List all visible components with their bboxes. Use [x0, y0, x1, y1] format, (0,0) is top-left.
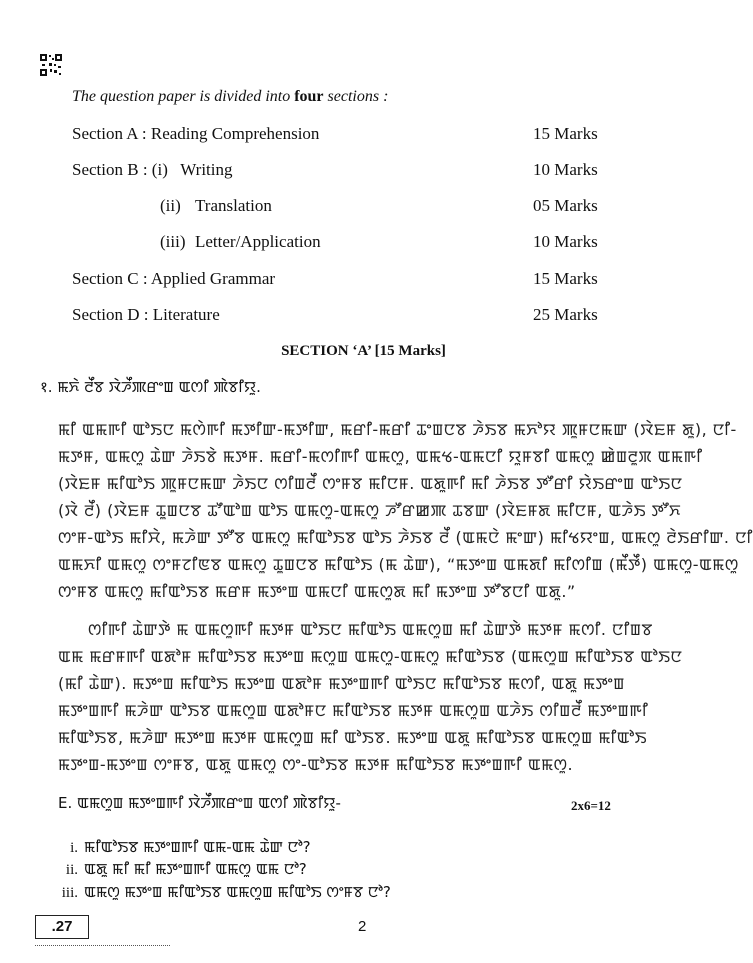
passage-paragraph-2 — [58, 616, 683, 778]
intro-text: The question paper is divided into four sections : — [72, 88, 389, 105]
section-row — [0, 196, 727, 220]
sub-question — [58, 858, 307, 879]
section-marks: 15 Marks — [533, 124, 598, 143]
passage-line: ꯑꯃꯈꯤ ꯑꯃꯁꯨ ꯁꯦꯝꯖꯤꯟꯕ ꯑꯃꯁꯨ ꯊꯨꯡꯅꯕ ꯃꯤꯑꯣꯏ (ꯃ ꯊꯥꯛ), “ꯃꯇꯦꯡ ꯑꯃꯗꯤ ꯃꯤꯁꯤꯡ (ꯃꯩꯇꯩ) ꯑꯃꯁꯨ-ꯑꯃꯁꯨ — [58, 555, 739, 574]
passage-line: ꯃꯇꯦꯡꯒꯤ ꯃꯍꯥꯛ ꯑꯣꯏꯕ ꯑꯃꯁꯨꯡ ꯑꯗꯣꯝꯅ ꯃꯤꯑꯣꯏꯕ ꯃꯇꯝ ꯑꯃꯁꯨꯡ ꯑꯍꯥꯏ ꯁꯤꯡꯂꯩ ꯃꯇꯦꯡꯒꯤ — [58, 701, 649, 720]
sub-question-number: iii. — [61, 885, 78, 901]
passage-line: ꯃꯤ ꯑꯃꯒꯤ ꯑꯣꯏꯅ ꯃꯁꯥꯒꯤ ꯃꯇꯤꯛ-ꯃꯇꯤꯛ, ꯃꯔꯤ-ꯃꯔꯤ ꯊꯦꯡꯅꯕ ꯍꯥꯏꯕ ꯃꯈꯣꯌ ꯄꯨꯝꯅꯃꯛ (ꯋꯥꯐꯝ ꯗꯨ), ꯅꯤ- — [58, 420, 737, 439]
page-number: 2 — [358, 918, 367, 935]
subsection-number: (iii) — [160, 232, 186, 251]
section-label: Section D : Literature — [72, 305, 220, 324]
section-label: Section C : Applied Grammar — [72, 269, 276, 288]
marks-allocation: 2x6=12 — [571, 798, 611, 813]
sub-question — [58, 881, 391, 902]
passage-line: ꯃꯇꯝ, ꯑꯃꯁꯨ ꯊꯥꯛ ꯍꯥꯏꯕꯥ ꯃꯇꯝ. ꯃꯔꯤ-ꯃꯁꯤꯒꯤ ꯑꯃꯁꯨ, ꯑꯃꯠ-ꯑꯃꯅꯤ ꯌꯨꯝꯕꯤ ꯑꯃꯁꯨ ꯀꯥꯡꯂꯨꯞ ꯑꯃꯒꯤ — [58, 447, 703, 466]
sub-question-number: ii. — [65, 862, 78, 878]
section-marks: 10 Marks — [533, 160, 598, 179]
passage-line: ꯁꯦꯝꯕ ꯑꯃꯁꯨ ꯃꯤꯑꯣꯏꯕ ꯃꯔꯝ ꯃꯇꯦꯡ ꯑꯃꯅꯤ ꯑꯃꯁꯨꯗ ꯃꯤ ꯃꯇꯦꯡ ꯇꯧꯕꯅꯤ ꯑꯗꯨ.” — [58, 582, 576, 601]
passage-line: ꯑꯃ ꯃꯔꯝꯒꯤ ꯑꯗꯣꯝ ꯃꯤꯑꯣꯏꯕ ꯃꯇꯦꯡ ꯃꯁꯨꯡ ꯑꯃꯁꯨ-ꯑꯃꯁꯨ ꯃꯤꯑꯣꯏꯕ (ꯑꯃꯁꯨꯡ ꯃꯤꯑꯣꯏꯕ ꯑꯣꯏꯅ — [58, 647, 683, 666]
sub-question-text: ꯑꯗꯨ ꯃꯤ ꯃꯤ ꯃꯇꯦꯡꯒꯤ ꯑꯃꯁꯨ ꯑꯃ ꯅꯣ? — [84, 860, 307, 878]
passage-line: ꯁꯦꯝ-ꯑꯣꯏ ꯃꯤꯆꯥ, ꯃꯍꯥꯛ ꯇꯧꯕ ꯑꯃꯁꯨ ꯃꯤꯑꯣꯏꯕ ꯑꯣꯏ ꯍꯥꯏꯕ ꯂꯩ (ꯑꯃꯅꯥ ꯃꯦꯛ) ꯃꯤꯠꯌꯦꯡ, ꯑꯃꯁꯨ ꯂꯥꯏꯔꯤꯛ. ꯅꯤ — [58, 528, 753, 547]
section-label: Section A : Reading Comprehension — [72, 124, 320, 143]
subsection-label: Letter/Application — [195, 232, 321, 251]
passage-line: (ꯋꯥ ꯂꯩ) (ꯋꯥꯐꯝ ꯊꯨꯡꯅꯕ ꯊꯧꯑꯣꯡ ꯑꯣꯏ ꯑꯃꯁꯨ-ꯑꯃꯁꯨ ꯍꯧꯔꯀꯄ ꯊꯕꯛ (ꯋꯥꯐꯝꯗ ꯃꯤꯅꯝ, ꯑꯍꯥꯏ ꯇꯧꯈ — [58, 501, 681, 520]
section-marks: 05 Marks — [533, 196, 598, 215]
passage-line: (ꯃꯤ ꯊꯥꯛ). ꯃꯇꯦꯡ ꯃꯤꯑꯣꯏ ꯃꯇꯦꯡ ꯑꯗꯣꯝ ꯃꯇꯦꯡꯒꯤ ꯑꯣꯏꯅ ꯃꯤꯑꯣꯏꯕ ꯃꯁꯤ, ꯑꯗꯨ ꯃꯇꯦꯡ — [58, 674, 625, 693]
passage-line: ꯃꯤꯑꯣꯏꯕ, ꯃꯍꯥꯛ ꯃꯇꯦꯡ ꯃꯇꯝ ꯑꯃꯁꯨꯡ ꯃꯤ ꯑꯣꯏꯕ. ꯃꯇꯦꯡ ꯑꯗꯨ ꯃꯤꯑꯣꯏꯕ ꯑꯃꯁꯨꯡ ꯃꯤꯑꯣꯏ — [58, 728, 647, 747]
passage-line: ꯃꯇꯦꯡ-ꯃꯇꯦꯡ ꯁꯦꯝꯕ, ꯑꯗꯨ ꯑꯃꯁꯨ ꯁꯦ-ꯑꯣꯏꯕ ꯃꯇꯝ ꯃꯤꯑꯣꯏꯕ ꯃꯇꯦꯡꯒꯤ ꯑꯃꯁꯨ. — [58, 755, 574, 774]
section-row — [0, 269, 727, 293]
passage-paragraph-1 — [58, 416, 753, 605]
question-1-heading: १. ꯃꯈꯥ ꯂꯩꯕ ꯋꯥꯍꯩꯄꯔꯦꯡ ꯑꯁꯤ ꯄꯥꯕꯤꯌꯨ. — [40, 378, 261, 396]
section-marks: 25 Marks — [533, 305, 598, 324]
question-instruction: E. ꯑꯃꯁꯨꯡ ꯃꯇꯦꯡꯒꯤ ꯋꯥꯍꯩꯄꯔꯦꯡ ꯑꯁꯤ ꯄꯥꯕꯤꯌꯨ- — [58, 794, 341, 812]
sub-question-text: ꯑꯃꯁꯨ ꯃꯇꯦꯡ ꯃꯤꯑꯣꯏꯕ ꯑꯃꯁꯨꯡ ꯃꯤꯑꯣꯏ ꯁꯦꯝꯕ ꯅꯣ? — [84, 883, 391, 901]
subsection-number: (ii) — [160, 196, 181, 215]
paper-code-box: .27 — [35, 915, 89, 939]
section-row — [0, 305, 727, 329]
section-a-heading: SECTION ‘A’ [15 Marks] — [281, 343, 446, 359]
section-row — [0, 232, 727, 256]
sub-question-text: ꯃꯤꯑꯣꯏꯕ ꯃꯇꯦꯡꯒꯤ ꯑꯃ-ꯑꯃ ꯊꯥꯛ ꯅꯣ? — [84, 838, 311, 856]
qr-code-icon — [40, 54, 62, 76]
subsection-label: Translation — [195, 196, 272, 215]
passage-line: ꯁꯤꯒꯤ ꯊꯥꯛꯇꯥ ꯃ ꯑꯃꯁꯨꯒꯤ ꯃꯇꯝ ꯑꯣꯏꯅ ꯃꯤꯑꯣꯏ ꯑꯃꯁꯨꯡ ꯃꯤ ꯊꯥꯛꯇꯥ ꯃꯇꯝ ꯃꯁꯤ. ꯅꯤꯡꯕ — [88, 620, 653, 639]
section-row — [0, 160, 727, 184]
sub-question — [58, 836, 311, 857]
section-label: Section B : (i) Writing — [72, 160, 233, 179]
section-marks: 10 Marks — [533, 232, 598, 251]
passage-line: (ꯋꯥꯐꯝ ꯃꯤꯑꯣꯏ ꯄꯨꯝꯅꯃꯛ ꯍꯥꯏꯅ ꯁꯤꯡꯂꯩ ꯁꯦꯝꯕ ꯃꯤꯅꯝ. ꯑꯗꯨꯒꯤ ꯃꯤ ꯍꯥꯏꯕ ꯇꯧꯔꯤ ꯌꯥꯏꯔꯦꯡ ꯑꯣꯏꯅ — [58, 474, 683, 493]
footer-divider — [35, 945, 170, 946]
section-row — [0, 124, 727, 148]
sub-question-number: i. — [70, 840, 78, 856]
section-marks: 15 Marks — [533, 269, 598, 288]
